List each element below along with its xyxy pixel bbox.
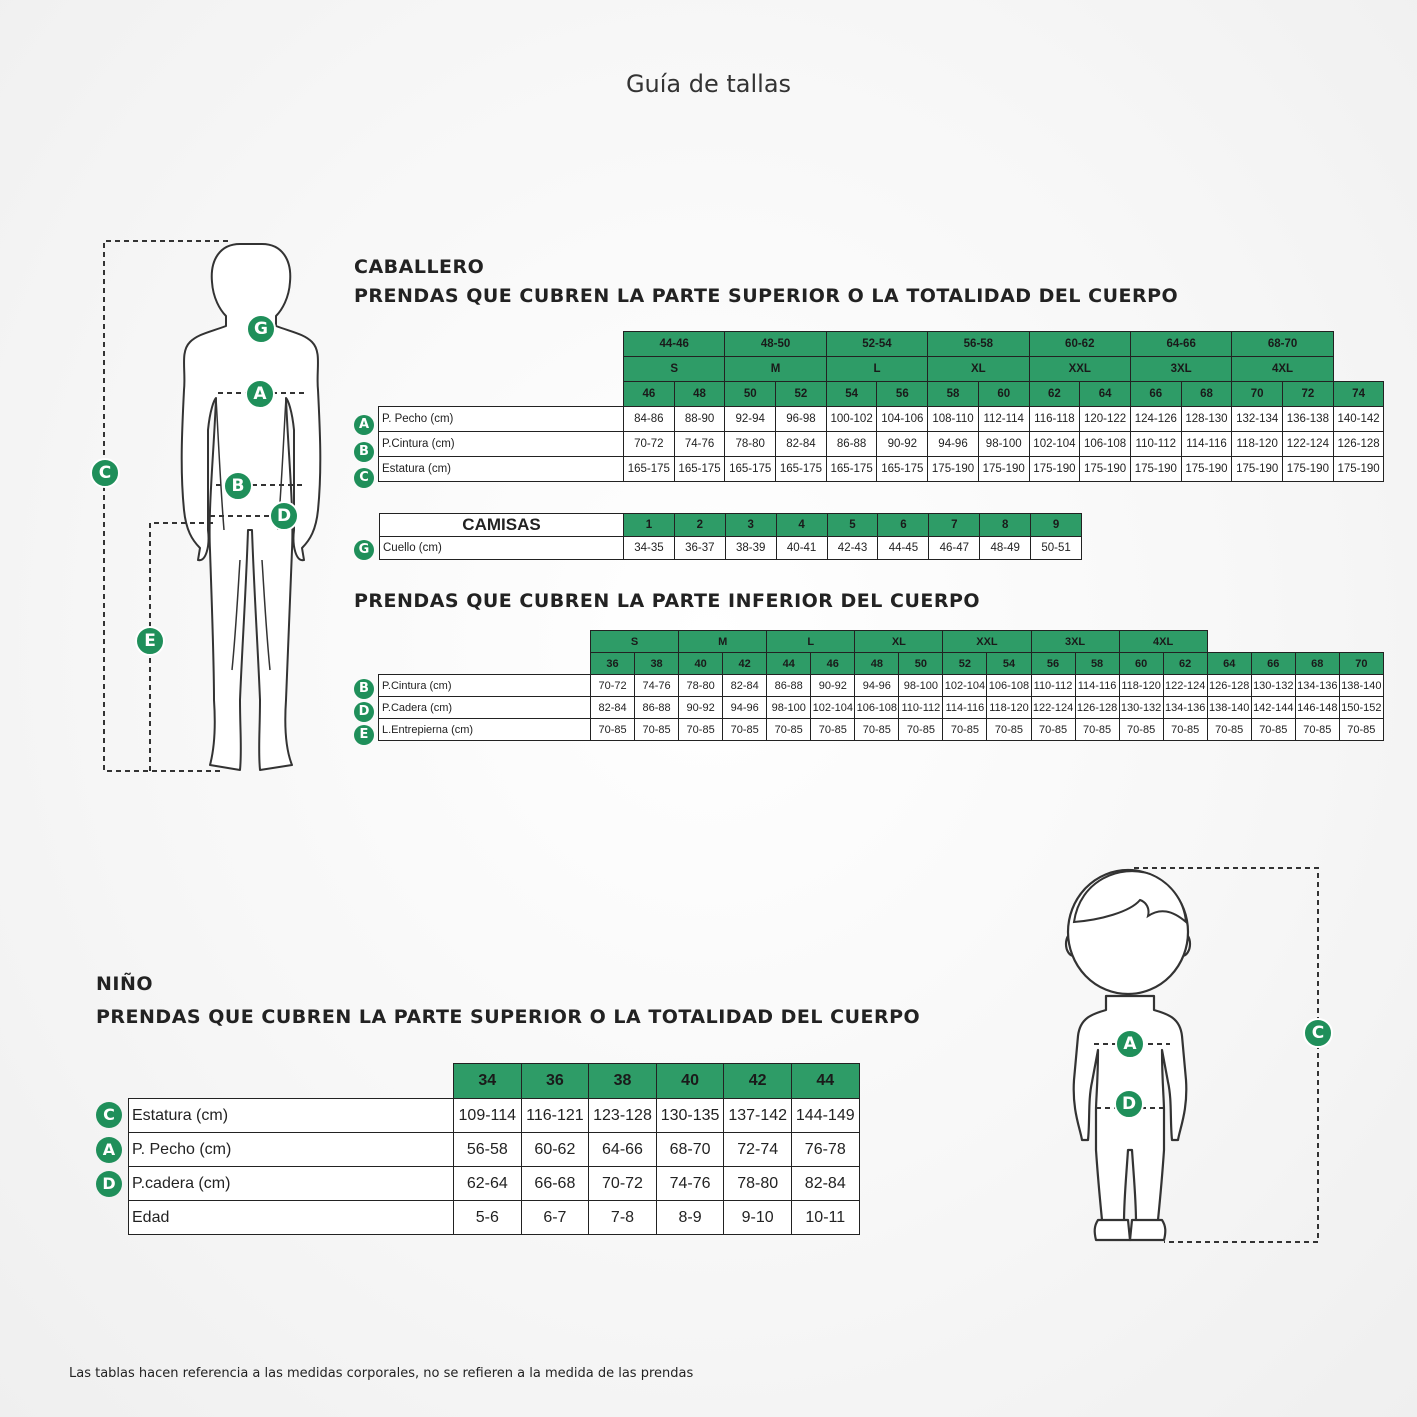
row-badge-d: D (354, 702, 374, 722)
numeric-size-cell: 48 (855, 653, 899, 675)
value-cell: 90-92 (811, 675, 855, 697)
row-badge-a: A (354, 415, 374, 435)
value-cell: 62-64 (454, 1167, 522, 1201)
value-cell: 70-85 (1207, 719, 1251, 741)
value-cell: 175-190 (1130, 457, 1181, 482)
row-label: L.Entrepierna (cm) (379, 719, 591, 741)
value-cell: 126-128 (1207, 675, 1251, 697)
value-cell: 137-142 (724, 1099, 792, 1133)
figure-badge-g: G (246, 314, 276, 344)
nino-size-row (129, 1064, 860, 1099)
value-cell: 132-134 (1232, 407, 1283, 432)
numeric-size-cell: 56 (1031, 653, 1075, 675)
size-cell: 38 (589, 1064, 657, 1099)
row-badge-d: D (96, 1171, 122, 1197)
child-badge-c: C (1303, 1018, 1333, 1048)
value-cell: 9-10 (724, 1201, 792, 1235)
value-cell: 116-121 (521, 1099, 589, 1133)
shirt-size-cell: 9 (1031, 514, 1082, 537)
value-cell: 70-85 (591, 719, 635, 741)
shirt-size-cell: 4 (776, 514, 827, 537)
value-cell: 82-84 (776, 432, 827, 457)
value-cell: 70-85 (767, 719, 811, 741)
letter-size-row (379, 631, 1384, 653)
value-cell: 108-110 (928, 407, 979, 432)
row-label: P. Pecho (cm) (129, 1133, 454, 1167)
value-cell: 94-96 (723, 697, 767, 719)
value-cell: 46-47 (929, 537, 980, 560)
row-label: Estatura (cm) (129, 1099, 454, 1133)
numeric-size-cell: 66 (1251, 653, 1295, 675)
numeric-size-cell: 54 (987, 653, 1031, 675)
letter-size-cell: XL (928, 357, 1029, 382)
row-label: Estatura (cm) (379, 457, 624, 482)
eu-size-cell: 68-70 (1232, 332, 1333, 357)
value-cell: 70-85 (1251, 719, 1295, 741)
value-cell: 98-100 (899, 675, 943, 697)
value-cell: 114-116 (943, 697, 987, 719)
table-row (129, 1133, 860, 1167)
value-cell: 134-136 (1295, 675, 1339, 697)
value-cell: 7-8 (589, 1201, 657, 1235)
shirt-size-cell: 8 (980, 514, 1031, 537)
value-cell: 70-85 (855, 719, 899, 741)
size-cell: 42 (724, 1064, 792, 1099)
value-cell: 82-84 (791, 1167, 859, 1201)
letter-size-cell: 4XL (1119, 631, 1207, 653)
row-badge-e: E (354, 725, 374, 745)
value-cell: 90-92 (679, 697, 723, 719)
caballero-inferior-table (378, 630, 1384, 741)
numeric-size-cell: 64 (1080, 382, 1131, 407)
numeric-size-cell: 48 (674, 382, 725, 407)
value-cell: 72-74 (724, 1133, 792, 1167)
value-cell: 42-43 (827, 537, 878, 560)
numeric-size-cell: 62 (1029, 382, 1080, 407)
value-cell: 102-104 (943, 675, 987, 697)
value-cell: 78-80 (679, 675, 723, 697)
value-cell: 106-108 (1080, 432, 1131, 457)
numeric-size-cell: 60 (978, 382, 1029, 407)
value-cell: 70-72 (624, 432, 675, 457)
value-cell: 66-68 (521, 1167, 589, 1201)
value-cell: 82-84 (723, 675, 767, 697)
footer-note: Las tablas hacen referencia a las medidas corporales, no se refieren a la medida de las prendas (69, 1366, 694, 1381)
letter-size-cell: M (725, 357, 826, 382)
child-figure (1060, 860, 1340, 1250)
size-cell: 36 (521, 1064, 589, 1099)
value-cell: 146-148 (1295, 697, 1339, 719)
value-cell: 134-136 (1163, 697, 1207, 719)
value-cell: 130-135 (656, 1099, 724, 1133)
value-cell: 70-85 (1075, 719, 1119, 741)
value-cell: 110-112 (1130, 432, 1181, 457)
value-cell: 70-85 (1339, 719, 1383, 741)
value-cell: 130-132 (1119, 697, 1163, 719)
value-cell: 74-76 (674, 432, 725, 457)
numeric-size-cell: 52 (776, 382, 827, 407)
letter-size-cell: 3XL (1031, 631, 1119, 653)
row-badge-c: C (96, 1102, 122, 1128)
numeric-size-cell: 38 (635, 653, 679, 675)
value-cell: 64-66 (589, 1133, 657, 1167)
value-cell: 126-128 (1333, 432, 1384, 457)
value-cell: 126-128 (1075, 697, 1119, 719)
value-cell: 165-175 (776, 457, 827, 482)
value-cell: 78-80 (725, 432, 776, 457)
value-cell: 175-190 (1283, 457, 1334, 482)
eu-size-cell: 48-50 (725, 332, 826, 357)
value-cell: 70-72 (589, 1167, 657, 1201)
value-cell: 70-85 (1163, 719, 1207, 741)
eu-size-cell: 52-54 (826, 332, 927, 357)
numeric-size-cell: 54 (826, 382, 877, 407)
numeric-size-cell: 50 (725, 382, 776, 407)
value-cell: 165-175 (674, 457, 725, 482)
letter-size-cell: 4XL (1232, 357, 1333, 382)
numeric-size-cell: 64 (1207, 653, 1251, 675)
value-cell: 90-92 (877, 432, 928, 457)
value-cell: 138-140 (1207, 697, 1251, 719)
value-cell: 122-124 (1031, 697, 1075, 719)
value-cell: 78-80 (724, 1167, 792, 1201)
value-cell: 60-62 (521, 1133, 589, 1167)
value-cell: 124-126 (1130, 407, 1181, 432)
letter-size-cell: L (767, 631, 855, 653)
size-cell: 34 (454, 1064, 522, 1099)
value-cell: 92-94 (725, 407, 776, 432)
numeric-size-row (379, 653, 1384, 675)
value-cell: 118-120 (1232, 432, 1283, 457)
man-figure (80, 230, 350, 790)
figure-badge-e: E (135, 626, 165, 656)
figure-badge-c: C (90, 458, 120, 488)
value-cell: 50-51 (1031, 537, 1082, 560)
numeric-size-cell: 46 (624, 382, 675, 407)
value-cell: 70-85 (1031, 719, 1075, 741)
value-cell: 175-190 (1333, 457, 1384, 482)
value-cell: 96-98 (776, 407, 827, 432)
value-cell: 165-175 (826, 457, 877, 482)
value-cell: 104-106 (877, 407, 928, 432)
value-cell: 86-88 (767, 675, 811, 697)
numeric-size-cell: 62 (1163, 653, 1207, 675)
numeric-size-cell: 42 (723, 653, 767, 675)
value-cell: 86-88 (826, 432, 877, 457)
value-cell: 10-11 (791, 1201, 859, 1235)
letter-size-cell: M (679, 631, 767, 653)
numeric-size-cell: 44 (767, 653, 811, 675)
value-cell: 86-88 (635, 697, 679, 719)
row-label: P.Cintura (cm) (379, 675, 591, 697)
shirt-size-cell: 3 (725, 514, 776, 537)
value-cell: 175-190 (1029, 457, 1080, 482)
numeric-size-cell: 68 (1295, 653, 1339, 675)
letter-size-cell: XL (855, 631, 943, 653)
caballero-inferior-heading: PRENDAS QUE CUBREN LA PARTE INFERIOR DEL CUERPO (354, 590, 981, 612)
blank-cell (1207, 631, 1383, 653)
caballero-heading: CABALLERO (354, 256, 485, 278)
value-cell: 123-128 (589, 1099, 657, 1133)
value-cell: 76-78 (791, 1133, 859, 1167)
value-cell: 70-72 (591, 675, 635, 697)
value-cell: 144-149 (791, 1099, 859, 1133)
value-cell: 175-190 (928, 457, 979, 482)
value-cell: 74-76 (635, 675, 679, 697)
numeric-size-cell: 72 (1283, 382, 1334, 407)
value-cell: 175-190 (978, 457, 1029, 482)
eu-size-cell: 44-46 (624, 332, 725, 357)
table-row (129, 1099, 860, 1133)
page-title: Guía de tallas (625, 70, 792, 98)
nino-subheading: PRENDAS QUE CUBREN LA PARTE SUPERIOR O LA TOTALIDAD DEL CUERPO (96, 1006, 921, 1028)
value-cell: 110-112 (899, 697, 943, 719)
numeric-size-cell: 70 (1232, 382, 1283, 407)
numeric-size-cell: 46 (811, 653, 855, 675)
nino-heading: NIÑO (96, 973, 154, 995)
value-cell: 114-116 (1181, 432, 1232, 457)
value-cell: 136-138 (1283, 407, 1334, 432)
eu-size-row (379, 332, 1384, 357)
numeric-size-cell: 52 (943, 653, 987, 675)
eu-size-cell: 56-58 (928, 332, 1029, 357)
table-row (379, 407, 1384, 432)
table-row (379, 675, 1384, 697)
shirt-size-cell: 2 (674, 514, 725, 537)
table-row (379, 719, 1384, 741)
value-cell: 94-96 (855, 675, 899, 697)
shirt-size-cell: 1 (624, 514, 675, 537)
figure-badge-a: A (245, 379, 275, 409)
child-badge-d: D (1114, 1089, 1144, 1119)
value-cell: 48-49 (980, 537, 1031, 560)
row-badge-b: B (354, 442, 374, 462)
numeric-size-cell: 58 (928, 382, 979, 407)
value-cell: 44-45 (878, 537, 929, 560)
value-cell: 5-6 (454, 1201, 522, 1235)
row-label: Edad (129, 1201, 454, 1235)
row-badge-c: C (354, 468, 374, 488)
size-cell: 40 (656, 1064, 724, 1099)
value-cell: 138-140 (1339, 675, 1383, 697)
value-cell: 122-124 (1283, 432, 1334, 457)
row-label: P.cadera (cm) (129, 1167, 454, 1201)
value-cell: 116-118 (1029, 407, 1080, 432)
row-label: Cuello (cm) (380, 537, 624, 560)
value-cell: 118-120 (1119, 675, 1163, 697)
table-row (379, 432, 1384, 457)
size-cell: 44 (791, 1064, 859, 1099)
value-cell: 165-175 (877, 457, 928, 482)
caballero-superior-table (378, 331, 1384, 482)
value-cell: 142-144 (1251, 697, 1295, 719)
row-badge-b: B (354, 679, 374, 699)
value-cell: 70-85 (987, 719, 1031, 741)
value-cell: 70-85 (1119, 719, 1163, 741)
eu-size-cell: 60-62 (1029, 332, 1130, 357)
numeric-size-row (379, 382, 1384, 407)
value-cell: 36-37 (674, 537, 725, 560)
letter-size-cell: S (624, 357, 725, 382)
numeric-size-cell: 68 (1181, 382, 1232, 407)
value-cell: 150-152 (1339, 697, 1383, 719)
numeric-size-cell: 36 (591, 653, 635, 675)
value-cell: 110-112 (1031, 675, 1075, 697)
value-cell: 98-100 (767, 697, 811, 719)
letter-size-cell: L (826, 357, 927, 382)
value-cell: 140-142 (1333, 407, 1384, 432)
value-cell: 100-102 (826, 407, 877, 432)
value-cell: 114-116 (1075, 675, 1119, 697)
value-cell: 6-7 (521, 1201, 589, 1235)
value-cell: 98-100 (978, 432, 1029, 457)
value-cell: 88-90 (674, 407, 725, 432)
value-cell: 175-190 (1232, 457, 1283, 482)
value-cell: 82-84 (591, 697, 635, 719)
value-cell: 112-114 (978, 407, 1029, 432)
value-cell: 56-58 (454, 1133, 522, 1167)
value-cell: 70-85 (635, 719, 679, 741)
row-label: P. Pecho (cm) (379, 407, 624, 432)
nino-table (128, 1063, 860, 1235)
numeric-size-cell: 66 (1130, 382, 1181, 407)
value-cell: 175-190 (1080, 457, 1131, 482)
value-cell: 70-85 (899, 719, 943, 741)
value-cell: 40-41 (776, 537, 827, 560)
value-cell: 84-86 (624, 407, 675, 432)
numeric-size-cell: 40 (679, 653, 723, 675)
value-cell: 122-124 (1163, 675, 1207, 697)
value-cell: 165-175 (624, 457, 675, 482)
letter-size-cell: 3XL (1130, 357, 1231, 382)
letter-size-cell: XXL (1029, 357, 1130, 382)
value-cell: 106-108 (987, 675, 1031, 697)
value-cell: 70-85 (679, 719, 723, 741)
camisas-size-row (380, 514, 1082, 537)
row-label: P.Cadera (cm) (379, 697, 591, 719)
figure-badge-b: B (223, 471, 253, 501)
value-cell: 128-130 (1181, 407, 1232, 432)
value-cell: 68-70 (656, 1133, 724, 1167)
value-cell: 38-39 (725, 537, 776, 560)
value-cell: 8-9 (656, 1201, 724, 1235)
value-cell: 102-104 (1029, 432, 1080, 457)
camisas-table (379, 513, 1082, 560)
shirt-size-cell: 6 (878, 514, 929, 537)
child-badge-a: A (1115, 1029, 1145, 1059)
value-cell: 106-108 (855, 697, 899, 719)
table-row (129, 1167, 860, 1201)
value-cell: 130-132 (1251, 675, 1295, 697)
value-cell: 74-76 (656, 1167, 724, 1201)
value-cell: 70-85 (1295, 719, 1339, 741)
camisas-cuello-row (380, 537, 1082, 560)
numeric-size-cell: 58 (1075, 653, 1119, 675)
table-row (379, 457, 1384, 482)
value-cell: 102-104 (811, 697, 855, 719)
value-cell: 70-85 (723, 719, 767, 741)
camisas-heading: CAMISAS (380, 514, 624, 537)
value-cell: 165-175 (725, 457, 776, 482)
value-cell: 94-96 (928, 432, 979, 457)
letter-size-cell: S (591, 631, 679, 653)
numeric-size-cell: 50 (899, 653, 943, 675)
numeric-size-cell: 60 (1119, 653, 1163, 675)
value-cell: 175-190 (1181, 457, 1232, 482)
numeric-size-cell: 70 (1339, 653, 1383, 675)
value-cell: 109-114 (454, 1099, 522, 1133)
letter-size-cell: XXL (943, 631, 1031, 653)
value-cell: 118-120 (987, 697, 1031, 719)
value-cell: 70-85 (811, 719, 855, 741)
shirt-size-cell: 7 (929, 514, 980, 537)
row-badge-g: G (354, 540, 374, 560)
shirt-size-cell: 5 (827, 514, 878, 537)
value-cell: 34-35 (624, 537, 675, 560)
figure-badge-d: D (269, 501, 299, 531)
table-row (379, 697, 1384, 719)
row-badge-a: A (96, 1137, 122, 1163)
value-cell: 120-122 (1080, 407, 1131, 432)
row-label: P.Cintura (cm) (379, 432, 624, 457)
eu-size-cell: 64-66 (1130, 332, 1231, 357)
caballero-superior-heading: PRENDAS QUE CUBREN LA PARTE SUPERIOR O LA TOTALIDAD DEL CUERPO (354, 285, 1179, 307)
table-row (129, 1201, 860, 1235)
numeric-size-cell: 56 (877, 382, 928, 407)
letter-size-row (379, 357, 1384, 382)
numeric-size-cell: 74 (1333, 382, 1384, 407)
value-cell: 70-85 (943, 719, 987, 741)
